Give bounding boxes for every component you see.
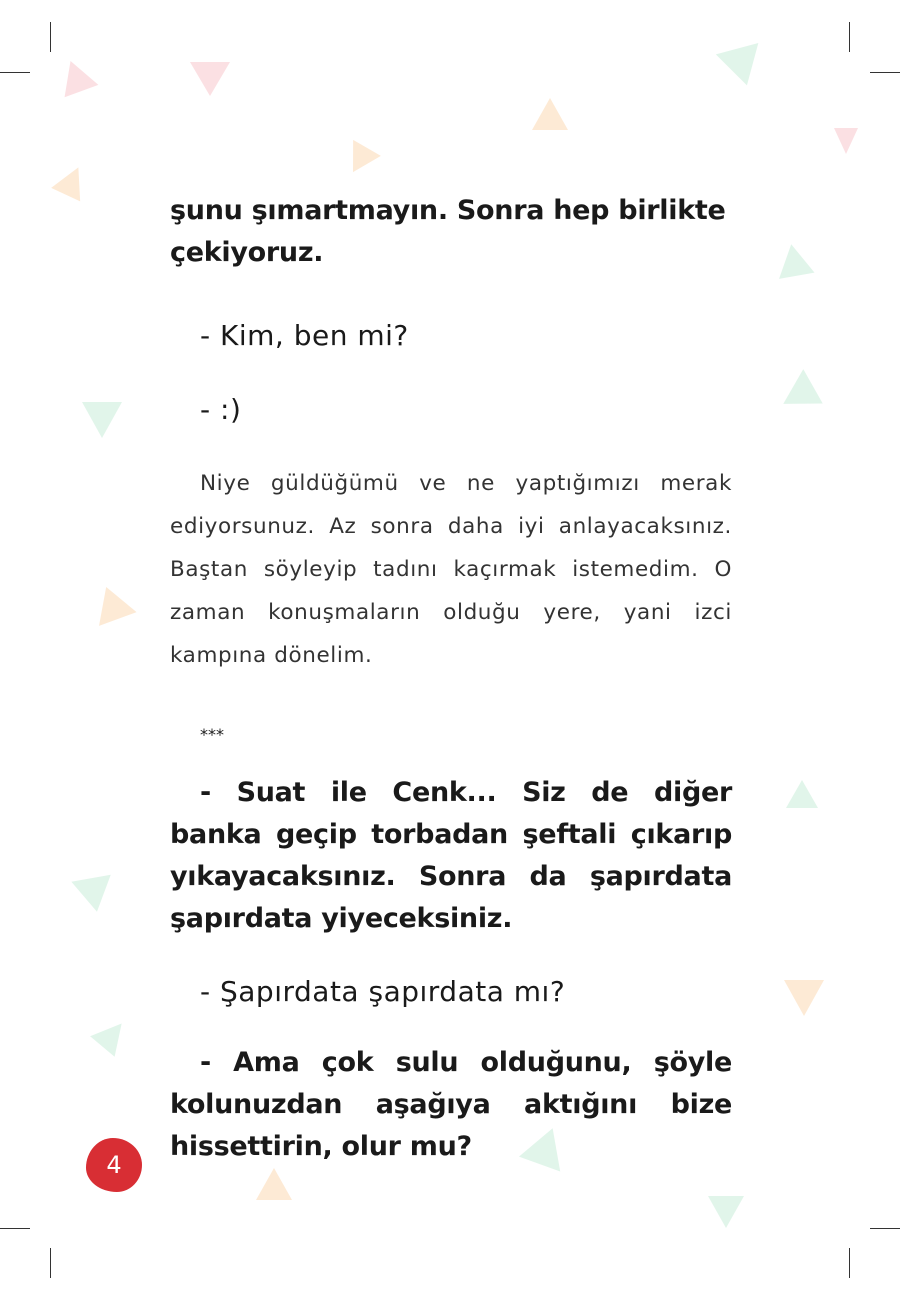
- confetti-triangle: [783, 369, 832, 421]
- confetti-triangle: [716, 43, 768, 91]
- crop-mark: [0, 72, 30, 73]
- confetti-triangle: [54, 55, 99, 97]
- section-break: ***: [200, 725, 224, 744]
- confetti-triangle: [773, 241, 814, 279]
- crop-mark: [50, 1248, 51, 1278]
- confetti-triangle: [784, 980, 824, 1016]
- confetti-triangle: [339, 140, 381, 180]
- page-body: [170, 190, 732, 1168]
- crop-mark: [870, 72, 900, 73]
- confetti-triangle: [834, 128, 858, 154]
- dialogue-line: - Şapırdata şapırdata mı?: [200, 975, 566, 1008]
- dialogue-line: - :): [200, 393, 242, 426]
- confetti-triangle: [90, 1013, 134, 1057]
- confetti-triangle: [708, 1196, 744, 1228]
- crop-mark: [870, 1228, 900, 1229]
- dialogue-paragraph: - Ama çok sulu olduğunu, şöyle kolunuzdan aşağıya aktığını bize hissettirin, olur mu?: [170, 1047, 732, 1162]
- confetti-triangle: [190, 62, 230, 96]
- confetti-triangle: [532, 98, 568, 130]
- dialogue-paragraph: - Suat ile Cenk... Siz de diğer banka geçip torbadan şeftali çıkarıp yıkayacaksınız. Sonra da şapırdata şapırdata yiyeceksiniz.: [170, 777, 732, 934]
- crop-mark: [0, 1228, 30, 1229]
- narrative-paragraph: Niye güldüğümü ve ne yaptığımızı merak ediyorsunuz. Az sonra daha iyi anlayacaksınız. Baştan söyleyip tadını kaçırmak istemedim. O zaman konuşmaların olduğu yere, yani izci kampına dönelim.: [170, 471, 732, 668]
- paragraph: şunu şımartmayın. Sonra hep birlikte çekiyoruz.: [170, 195, 726, 268]
- confetti-triangle: [256, 1168, 292, 1200]
- crop-mark: [849, 1248, 850, 1278]
- page-number-badge: [86, 1138, 142, 1192]
- confetti-triangle: [71, 875, 116, 915]
- confetti-triangle: [82, 402, 122, 438]
- confetti-triangle: [786, 780, 818, 808]
- crop-mark: [50, 22, 51, 52]
- page-number: 4: [106, 1151, 122, 1179]
- confetti-triangle: [51, 161, 93, 202]
- dialogue-line: - Kim, ben mi?: [200, 319, 409, 352]
- confetti-triangle: [87, 580, 136, 626]
- crop-mark: [849, 22, 850, 52]
